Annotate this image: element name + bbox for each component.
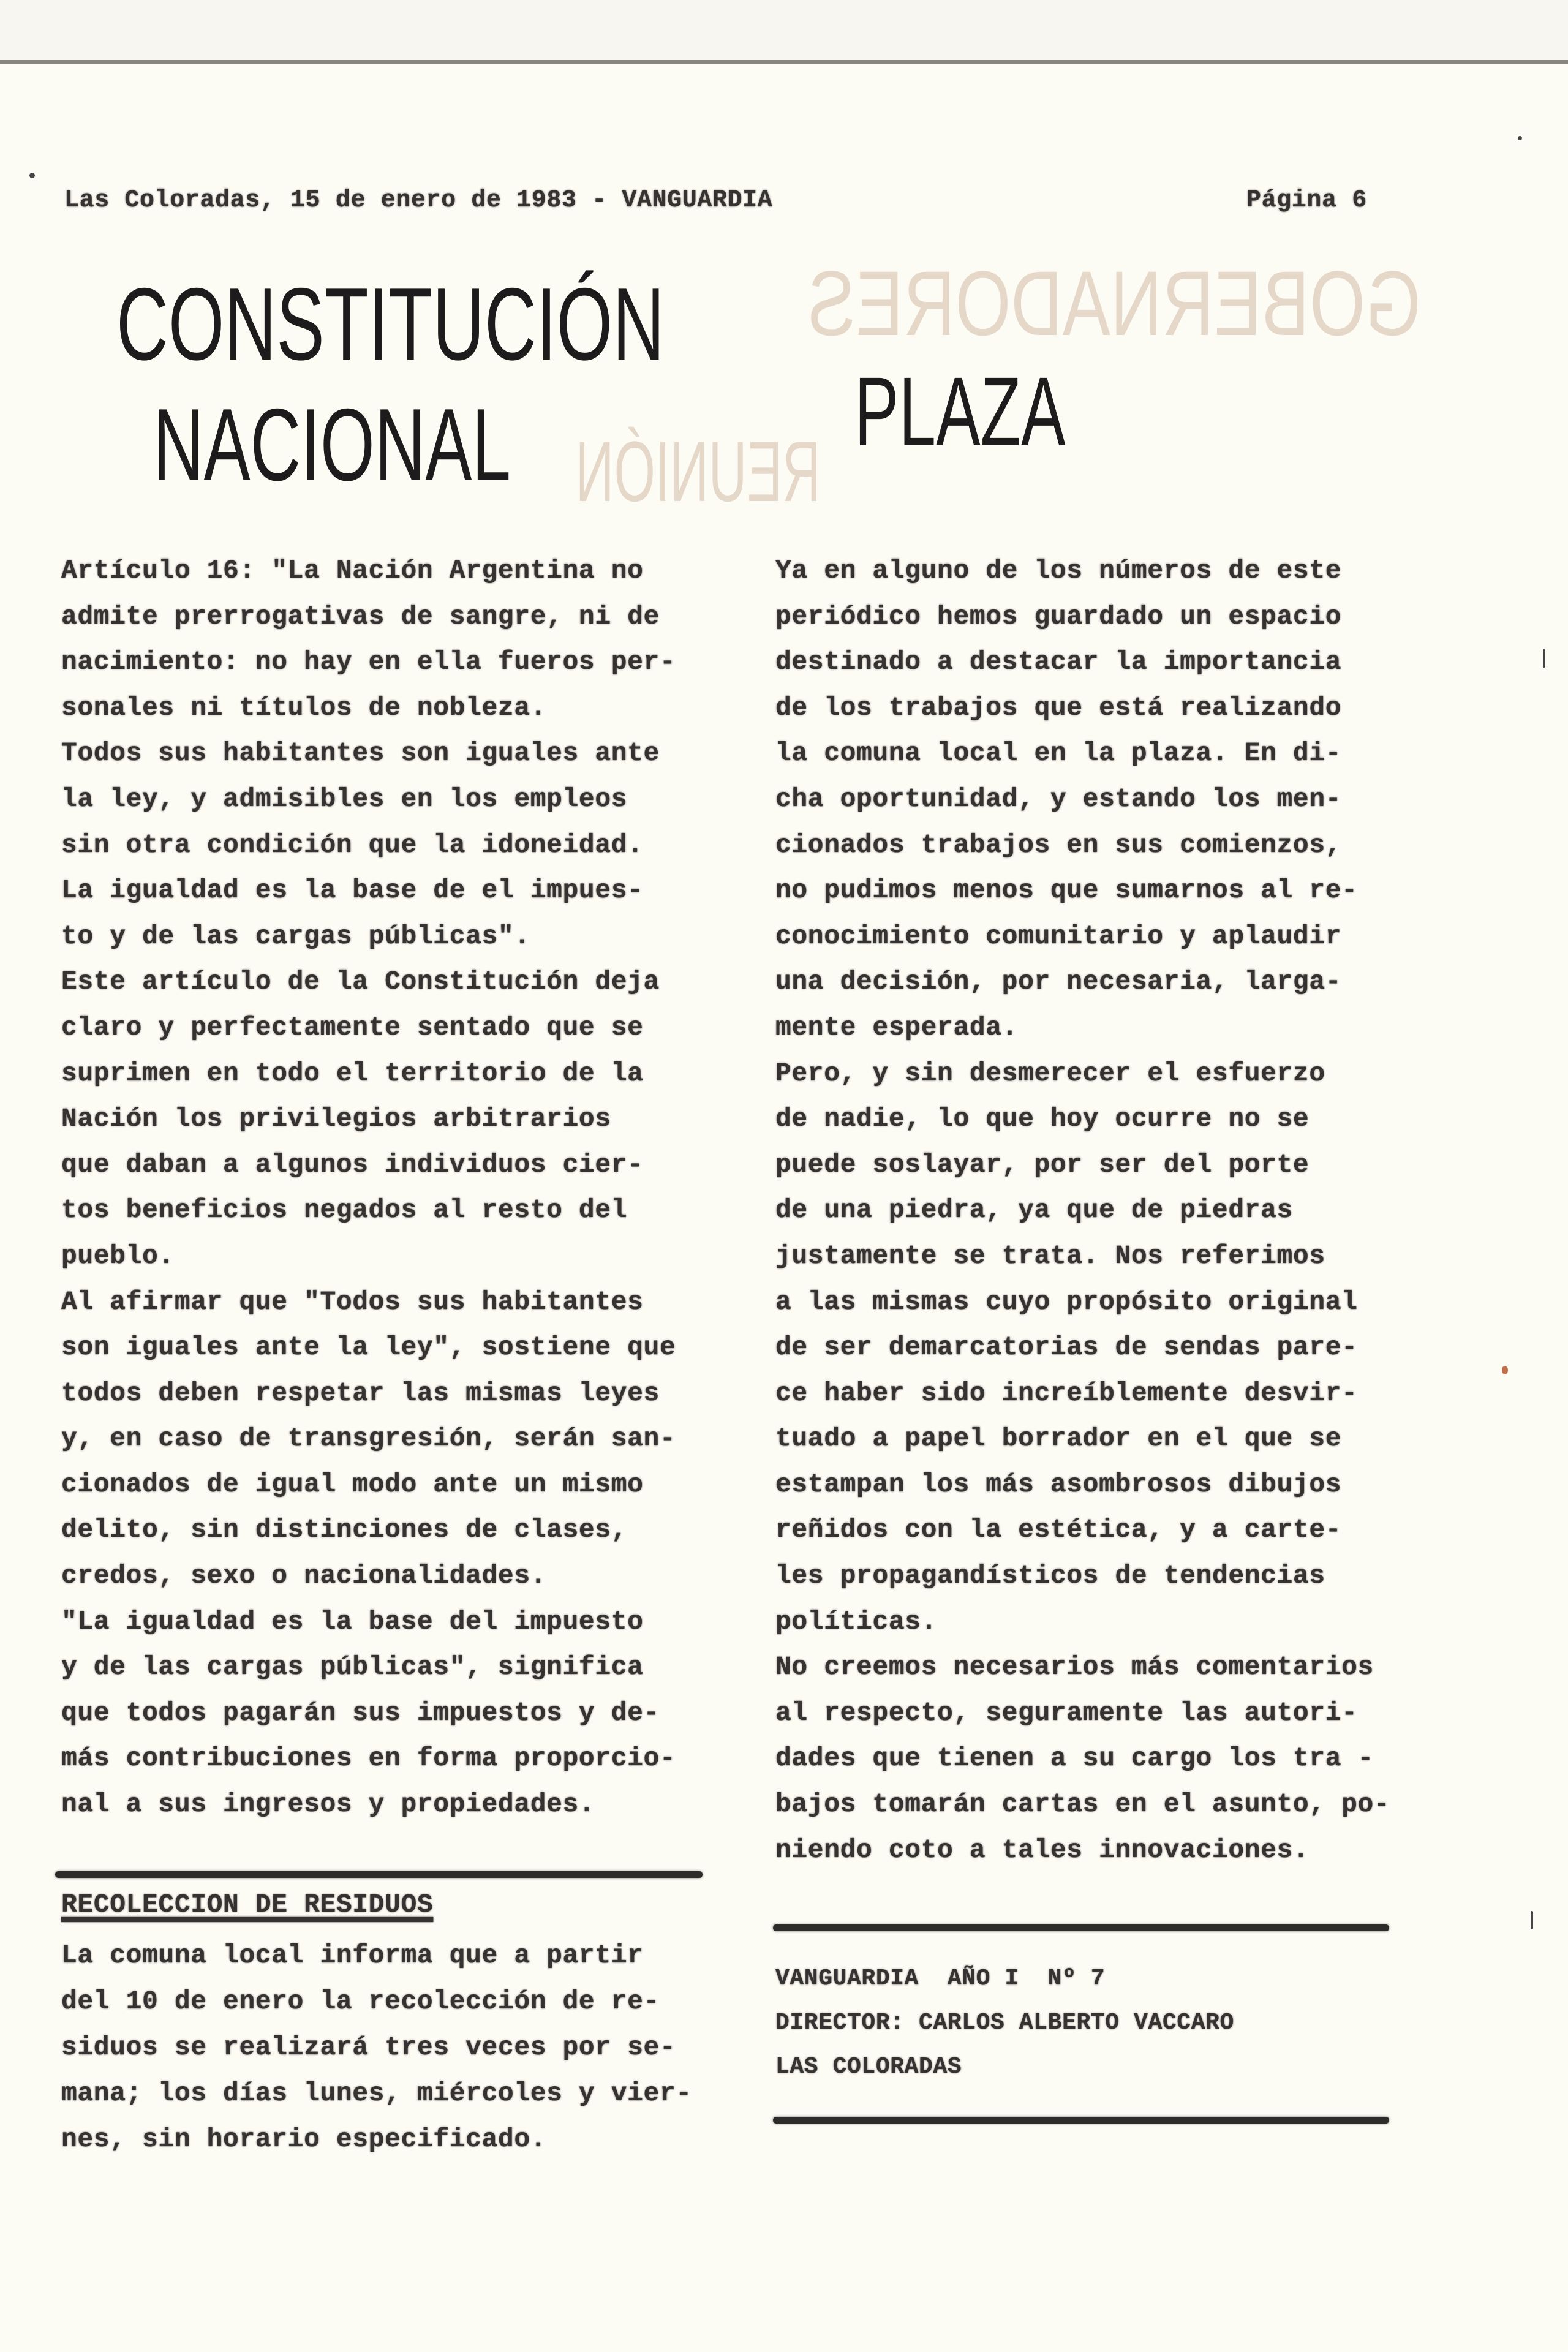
text-line: son iguales ante la ley", sostiene que [61, 1332, 676, 1363]
text-line: admite prerrogativas de sangre, ni de [61, 601, 660, 631]
text-line: y, en caso de transgresión, serán san- [61, 1423, 676, 1454]
plaza-article [775, 548, 1390, 1873]
text-line: políticas. [775, 1606, 938, 1637]
bleed-through-reunion: REUNIÓN [575, 423, 821, 519]
scan-speck [1543, 649, 1545, 668]
text-line: Al afirmar que "Todos sus habitantes [61, 1286, 644, 1317]
text-line: puede soslayar, por ser del porte [775, 1149, 1310, 1180]
scan-speck [29, 173, 35, 178]
text-line: ce haber sido increíblemente desvir- [775, 1378, 1358, 1408]
text-line: mente esperada. [775, 1012, 1019, 1042]
text-line: la ley, y admisibles en los empleos [61, 783, 628, 814]
bleed-through-gobernadores: GOBERNADORES [807, 252, 1421, 355]
text-line: justamente se trata. Nos referimos [775, 1240, 1325, 1271]
text-line: VANGUARDIA AÑO I Nº 7 [775, 1966, 1106, 1992]
text-line: La comuna local informa que a partir [61, 1940, 644, 1970]
text-line: Todos sus habitantes son iguales ante [61, 738, 660, 769]
text-line: DIRECTOR: CARLOS ALBERTO VACCARO [775, 2010, 1234, 2036]
text-line: dades que tienen a su cargo los tra - [775, 1743, 1374, 1774]
text-line: destinado a destacar la importancia [775, 647, 1342, 677]
dateline: Las Coloradas, 15 de enero de 1983 - VANGUARDIA [64, 187, 773, 214]
text-line: credos, sexo o nacionalidades. [61, 1561, 547, 1591]
text-line: Este artículo de la Constitución deja [61, 967, 660, 997]
text-line: Ya en alguno de los números de este [775, 556, 1342, 586]
text-line: más contribuciones en forma proporcio- [61, 1743, 676, 1774]
text-line: de ser demarcatorias de sendas pare- [775, 1332, 1358, 1363]
divider-rule [55, 1871, 703, 1878]
text-line: a las mismas cuyo propósito original [775, 1286, 1358, 1317]
text-line: de nadie, lo que hoy ocurre no se [775, 1104, 1310, 1134]
text-line: delito, sin distinciones de clases, [61, 1515, 628, 1545]
scan-speck [1518, 136, 1522, 140]
text-line: Artículo 16: "La Nación Argentina no [61, 556, 644, 586]
text-line: la comuna local en la plaza. En di- [775, 738, 1342, 769]
text-line: Pero, y sin desmerecer el esfuerzo [775, 1058, 1325, 1088]
text-line: LAS COLORADAS [775, 2054, 962, 2080]
text-line: una decisión, por necesaria, larga- [775, 967, 1342, 997]
text-line: no pudimos menos que sumarnos al re- [775, 875, 1358, 906]
scan-speck [1531, 1911, 1533, 1929]
page-top-edge [0, 60, 1568, 64]
text-line: suprimen en todo el territorio de la [61, 1058, 644, 1088]
text-line: La igualdad es la base de el impues- [61, 875, 644, 906]
text-line: cionados de igual modo ante un mismo [61, 1469, 644, 1499]
text-line: tos beneficios negados al resto del [61, 1195, 628, 1226]
text-line: sonales ni títulos de nobleza. [61, 692, 547, 723]
text-line: Nación los privilegios arbitrarios [61, 1104, 611, 1134]
text-line: bajos tomarán cartas en el asunto, po- [775, 1789, 1390, 1820]
residuos-notice [61, 1932, 692, 2162]
text-line: periódico hemos guardado un espacio [775, 601, 1342, 631]
text-line: todos deben respetar las mismas leyes [61, 1378, 660, 1408]
text-line: estampan los más asombrosos dibujos [775, 1469, 1342, 1499]
text-line: sin otra condición que la idoneidad. [61, 829, 644, 860]
divider-rule [773, 2117, 1389, 2124]
text-line: pueblo. [61, 1240, 175, 1271]
text-line: cha oportunidad, y estando los men- [775, 783, 1342, 814]
text-line: No creemos necesarios más comentarios [775, 1652, 1374, 1683]
text-line: to y de las cargas públicas". [61, 921, 530, 951]
text-line: y de las cargas públicas", significa [61, 1652, 644, 1683]
text-line: conocimiento comunitario y aplaudir [775, 921, 1342, 951]
headline-plaza: PLAZA [854, 356, 1066, 466]
headline-constitucion: CONSTITUCIÓN [116, 266, 665, 382]
text-line: del 10 de enero la recolección de re- [61, 1986, 660, 2016]
residuos-heading: RECOLECCION DE RESIDUOS [61, 1890, 434, 1920]
text-line: siduos se realizará tres veces por se- [61, 2032, 676, 2062]
text-line: les propagandísticos de tendencias [775, 1561, 1325, 1591]
constitucion-article [61, 548, 676, 1828]
text-line: que daban a algunos individuos cier- [61, 1149, 644, 1180]
text-line: de una piedra, ya que de piedras [775, 1195, 1293, 1226]
divider-rule [773, 1924, 1389, 1931]
text-line: reñidos con la estética, y a carte- [775, 1515, 1342, 1545]
masthead-box [775, 1957, 1234, 2089]
text-line: tuado a papel borrador en el que se [775, 1423, 1342, 1454]
text-line: de los trabajos que está realizando [775, 692, 1342, 723]
text-line: que todos pagarán sus impuestos y de- [61, 1697, 660, 1728]
text-line: nal a sus ingresos y propiedades. [61, 1789, 595, 1820]
text-line: nacimiento: no hay en ella fueros per- [61, 647, 676, 677]
text-line: cionados trabajos en sus comienzos, [775, 829, 1342, 860]
text-line: niendo coto a tales innovaciones. [775, 1834, 1310, 1865]
headline-nacional: NACIONAL [153, 387, 511, 502]
text-line: nes, sin horario especificado. [61, 2124, 547, 2154]
page-number: Página 6 [1246, 187, 1367, 214]
text-line: mana; los días lunes, miércoles y vier- [61, 2078, 692, 2108]
text-line: al respecto, seguramente las autori- [775, 1697, 1358, 1728]
scan-speck [1502, 1366, 1508, 1374]
text-line: "La igualdad es la base del impuesto [61, 1606, 644, 1637]
text-line: claro y perfectamente sentado que se [61, 1012, 644, 1042]
scan-margin [0, 0, 1568, 60]
